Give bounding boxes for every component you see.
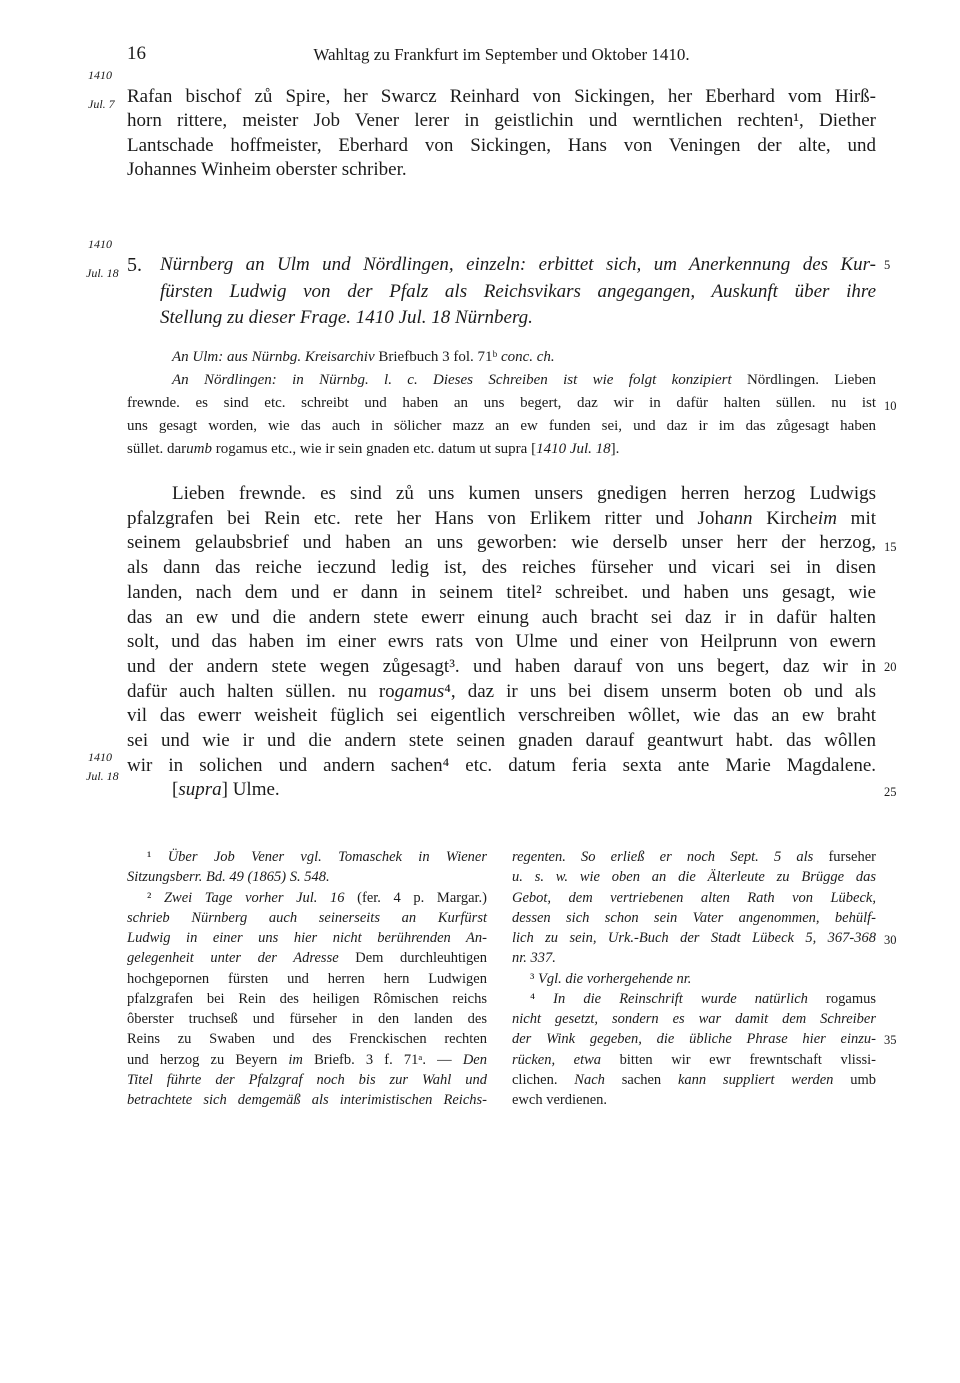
text-run: ewch verdienen.	[512, 1092, 608, 1108]
italic-text: ann	[723, 507, 753, 529]
italic-text: Nürnberg an Ulm und Nördlingen, einzeln: erbittet sich, um Anerkennung des Kur-	[160, 254, 876, 275]
italic-text: Den	[462, 1051, 487, 1068]
footnote-line	[127, 1029, 487, 1049]
footnote-line	[127, 908, 487, 928]
text-run: sei und wie ir und die andern stete seinen gnaden darauf geantwurt habt. das wôllen	[127, 730, 876, 752]
text-run: clichen.	[512, 1071, 575, 1088]
source-line	[127, 346, 876, 369]
italic-text: kann suppliert werden	[677, 1071, 834, 1088]
margin-date-year: 1410	[88, 237, 112, 251]
footnote-line	[512, 1090, 876, 1110]
footnote-line	[127, 1090, 487, 1110]
footnote-line	[127, 948, 487, 968]
witness-line	[127, 109, 876, 133]
text-run: vil das ewerr weisheit füglich sei eigentlich verschreiben wôllet, wie das an ew braht	[127, 705, 876, 727]
letter-text	[127, 482, 876, 803]
letter-line	[127, 531, 876, 556]
italic-text: im	[288, 1051, 303, 1068]
text-run: hochgepornen fürsten und herren hern Ludwigen	[127, 970, 487, 987]
text-run: ⁴	[530, 990, 554, 1007]
footnote-line	[512, 847, 876, 867]
text-run: Johannes Winheim oberster schriber.	[127, 158, 407, 180]
text-run: und herzog zu Beyern	[127, 1051, 289, 1068]
text-run: mit	[836, 507, 877, 529]
text-run: Briefbuch 3 fol. 71ᵇ	[374, 349, 501, 365]
text-run: dafür auch halten süllen. nu ro	[127, 680, 395, 702]
text-run: seinem gelaubsbrief und haben an uns geworben: wie derselb unser herr der herzog,	[127, 532, 876, 554]
text-run: Dem durchleuhtigen	[338, 950, 487, 967]
letter-line	[127, 606, 876, 631]
footnote-line	[127, 1009, 487, 1029]
footnote-line	[127, 969, 487, 989]
footnote-line	[512, 908, 876, 928]
letter-line	[127, 507, 876, 532]
italic-text: Vgl. die vorhergehende nr.	[537, 970, 692, 987]
italic-text: Ludwig in einer uns hier nicht berührenden An-	[127, 930, 487, 946]
italic-text: regenten. So erließ er noch Sept. 5 als	[512, 849, 814, 865]
footnote-line	[127, 1070, 487, 1090]
italic-text: An Ulm: aus Nürnbg. Kreisarchiv	[172, 349, 375, 365]
footnote-line	[512, 969, 876, 989]
text-run: pfalzgrafen bei Rein des heiligen Rômischen reichs	[127, 990, 487, 1007]
italic-text: conc. ch.	[500, 349, 555, 365]
source-line	[127, 392, 876, 415]
italic-text: Stellung zu dieser Frage. 1410 Jul. 18 Nürnberg.	[160, 307, 533, 328]
text-run: ôberster truchseß und fürseher in den landen des	[127, 1011, 487, 1027]
text-run: frewnde. es sind etc. schreibt und haben an uns begert, daz wir in dafür halten süllen. nu ist	[127, 395, 876, 411]
entry-number: 5.	[127, 254, 142, 276]
text-run: landen, nach dem und er dann in seinem titel² schreibet. und haben uns gesagt, wie	[127, 581, 876, 603]
footnote-line	[512, 989, 876, 1009]
footnote-line	[512, 928, 876, 948]
margin-date-year: 1410	[88, 68, 112, 82]
italic-text: rücken, etwa	[512, 1051, 602, 1068]
footnotes-right-column	[512, 847, 876, 1110]
source-notes	[127, 346, 876, 461]
source-line	[127, 415, 876, 438]
regest-line	[160, 252, 876, 279]
italic-text: dessen sich schon sein Vater angenommen, behülf-	[512, 909, 876, 926]
text-run: [	[172, 779, 179, 801]
entry-regest	[160, 252, 876, 332]
italic-text: lich zu sein, Urk.-Buch der Stadt Lübeck 5, 367-368	[512, 930, 876, 946]
italic-text: umb	[186, 441, 212, 457]
letter-line	[127, 581, 876, 606]
text-run: bitten wir ewr frewntschaft vlissi-	[601, 1051, 876, 1068]
letter-line	[127, 778, 876, 803]
footnote-line	[512, 948, 876, 968]
footnote-line	[127, 989, 487, 1009]
italic-text: Titel führte der Pfalzgraf noch bis zur Wahl und	[127, 1071, 487, 1088]
text-run: ¹	[147, 849, 168, 865]
text-run: furseher	[813, 849, 876, 865]
text-run: Lieben frewnde. es sind zů uns kumen unsers gnedigen herren herzog Ludwigs	[172, 483, 876, 504]
footnote-line	[127, 888, 487, 908]
text-run: Rafan bischof zů Spire, her Swarcz Reinhard von Sickingen, her Eberhard vom Hirß-	[127, 86, 876, 107]
source-line	[127, 369, 876, 392]
text-run: horn rittere, meister Job Vener lerer in geistlichin und werntlichen rechten¹, Diether	[127, 110, 876, 132]
source-line	[127, 438, 876, 461]
italic-text: Gebot, dem vertriebenen alten Rath von Lübeck,	[512, 889, 876, 906]
footnote-line	[127, 1050, 487, 1070]
letter-line	[127, 729, 876, 754]
running-title: Wahltag zu Frankfurt im September und Oktober 1410.	[313, 45, 690, 64]
letter-line	[127, 556, 876, 581]
footnote-line	[127, 928, 487, 948]
text-run: wir in solichen und andern sachen⁴ etc. datum feria sexta ante Marie Magdalene.	[127, 754, 876, 776]
footnote-line	[127, 847, 487, 867]
text-run: süllet. dar	[127, 441, 187, 457]
line-number: 30	[884, 933, 897, 947]
footnote-line	[512, 888, 876, 908]
text-run: als dann das reiche ieczund ledig ist, des reiches fürseher und vicari sei in disen	[127, 557, 876, 579]
italic-text: gamus	[394, 680, 445, 702]
text-run: das an ew und die andern stete ewerr einung auch bracht sei daz ir in dafür halten	[127, 606, 876, 628]
italic-text: nicht gesetzt, sondern es war damit dem Schreiber	[512, 1011, 876, 1027]
italic-text: eim	[809, 507, 837, 529]
witness-line	[127, 158, 876, 182]
line-number: 20	[884, 660, 897, 674]
letter-line	[127, 655, 876, 680]
footnote-line	[512, 867, 876, 887]
text-run: Lantschade hoffmeister, Eberhard von Sickingen, Hans von Veningen der alte, und	[127, 134, 876, 156]
italic-text: In die Reinschrift wurde natürlich	[553, 990, 808, 1007]
text-run: (fer. 4 p. Margar.)	[344, 889, 487, 906]
italic-text: schrieb Nürnberg auch seinerseits an Kurfürst	[127, 909, 487, 926]
line-number: 10	[884, 399, 897, 413]
letter-line	[127, 630, 876, 655]
text-run: ²	[147, 889, 164, 906]
text-run: sachen	[604, 1071, 678, 1088]
witness-line	[127, 85, 876, 109]
footnotes-left-column	[127, 847, 487, 1110]
regest-line	[160, 305, 876, 332]
text-run: ³	[530, 970, 538, 987]
text-run: uns gesagt worden, wie das auch in sölicher mazz an ew funden sei, und daz ir im das zůgesagt haben	[127, 418, 876, 434]
text-run: Kirch	[752, 507, 810, 529]
text-run: solt, und das haben im einer ewrs rats von Ulme und einer von Heilprunn von ewern	[127, 631, 876, 653]
text-run: ] Ulme.	[221, 779, 280, 801]
margin-date-day: Jul. 7	[88, 97, 115, 111]
footnote-line	[512, 1009, 876, 1029]
text-run: Reins zu Swaben und des Frenckischen rechten	[127, 1031, 487, 1048]
regest-line	[160, 279, 876, 306]
footnote-line	[127, 867, 487, 887]
text-run: Briefb. 3 f. 71ᵃ. —	[302, 1051, 463, 1068]
footnote-line	[512, 1050, 876, 1070]
footnote-line	[512, 1029, 876, 1049]
italic-text: gelegenheit unter der Adresse	[127, 950, 339, 967]
letter-line	[127, 704, 876, 729]
witness-paragraph	[127, 85, 876, 182]
italic-text: Sitzungsberr. Bd. 49 (1865) S. 548.	[127, 869, 330, 886]
text-run: rogamus etc., wie ir sein gnaden etc. datum ut supra [	[212, 441, 537, 457]
text-run: ].	[610, 441, 620, 457]
witness-line	[127, 134, 876, 158]
text-run: umb	[833, 1071, 877, 1088]
margin-date-day: Jul. 18	[86, 266, 119, 280]
italic-text: fürsten Ludwig von der Pfalz als Reichsvikars angegangen, Auskunft über ihre	[160, 280, 876, 302]
letter-line	[127, 680, 876, 705]
line-number: 15	[884, 540, 897, 554]
letter-line	[127, 754, 876, 779]
text-run: und der andern stete wegen zůgesagt³. und haben darauf von uns begert, daz wir in	[127, 655, 876, 677]
margin-date-year: 1410	[88, 750, 112, 764]
line-number: 25	[884, 785, 897, 799]
footnote-line	[512, 1070, 876, 1090]
line-number: 5	[884, 258, 891, 272]
italic-text: nr. 337.	[512, 950, 556, 967]
italic-text: supra	[178, 779, 222, 801]
italic-text: Über Job Vener vgl. Tomaschek in Wiener	[167, 849, 487, 865]
letter-line	[127, 482, 876, 507]
italic-text: der Wink gegeben, die übliche Phrase hier einzu-	[512, 1031, 876, 1048]
italic-text: betrachtete sich demgemäß als interimistischen Reichs-	[127, 1092, 487, 1108]
italic-text: An Nördlingen: in Nürnbg. l. c. Dieses Schreiben ist wie folgt konzipiert	[172, 372, 732, 388]
italic-text: Nach	[574, 1071, 605, 1088]
margin-date-day: Jul. 18	[86, 769, 119, 783]
italic-text: u. s. w. wie oben an die Älterleute zu Brügge das	[512, 869, 876, 886]
text-run: ⁴, daz ir uns bei disem unserm boten ob und als	[444, 680, 876, 702]
page-number: 16	[127, 43, 146, 64]
line-number: 35	[884, 1033, 897, 1047]
italic-text: Zwei Tage vorher Jul. 16	[163, 889, 345, 906]
text-run: Nördlingen. Lieben	[731, 372, 876, 388]
text-run: pfalzgrafen bei Rein etc. rete her Hans von Erlikem ritter und Joh	[127, 507, 724, 529]
text-run: rogamus	[807, 990, 876, 1007]
italic-text: 1410 Jul. 18	[536, 441, 611, 457]
